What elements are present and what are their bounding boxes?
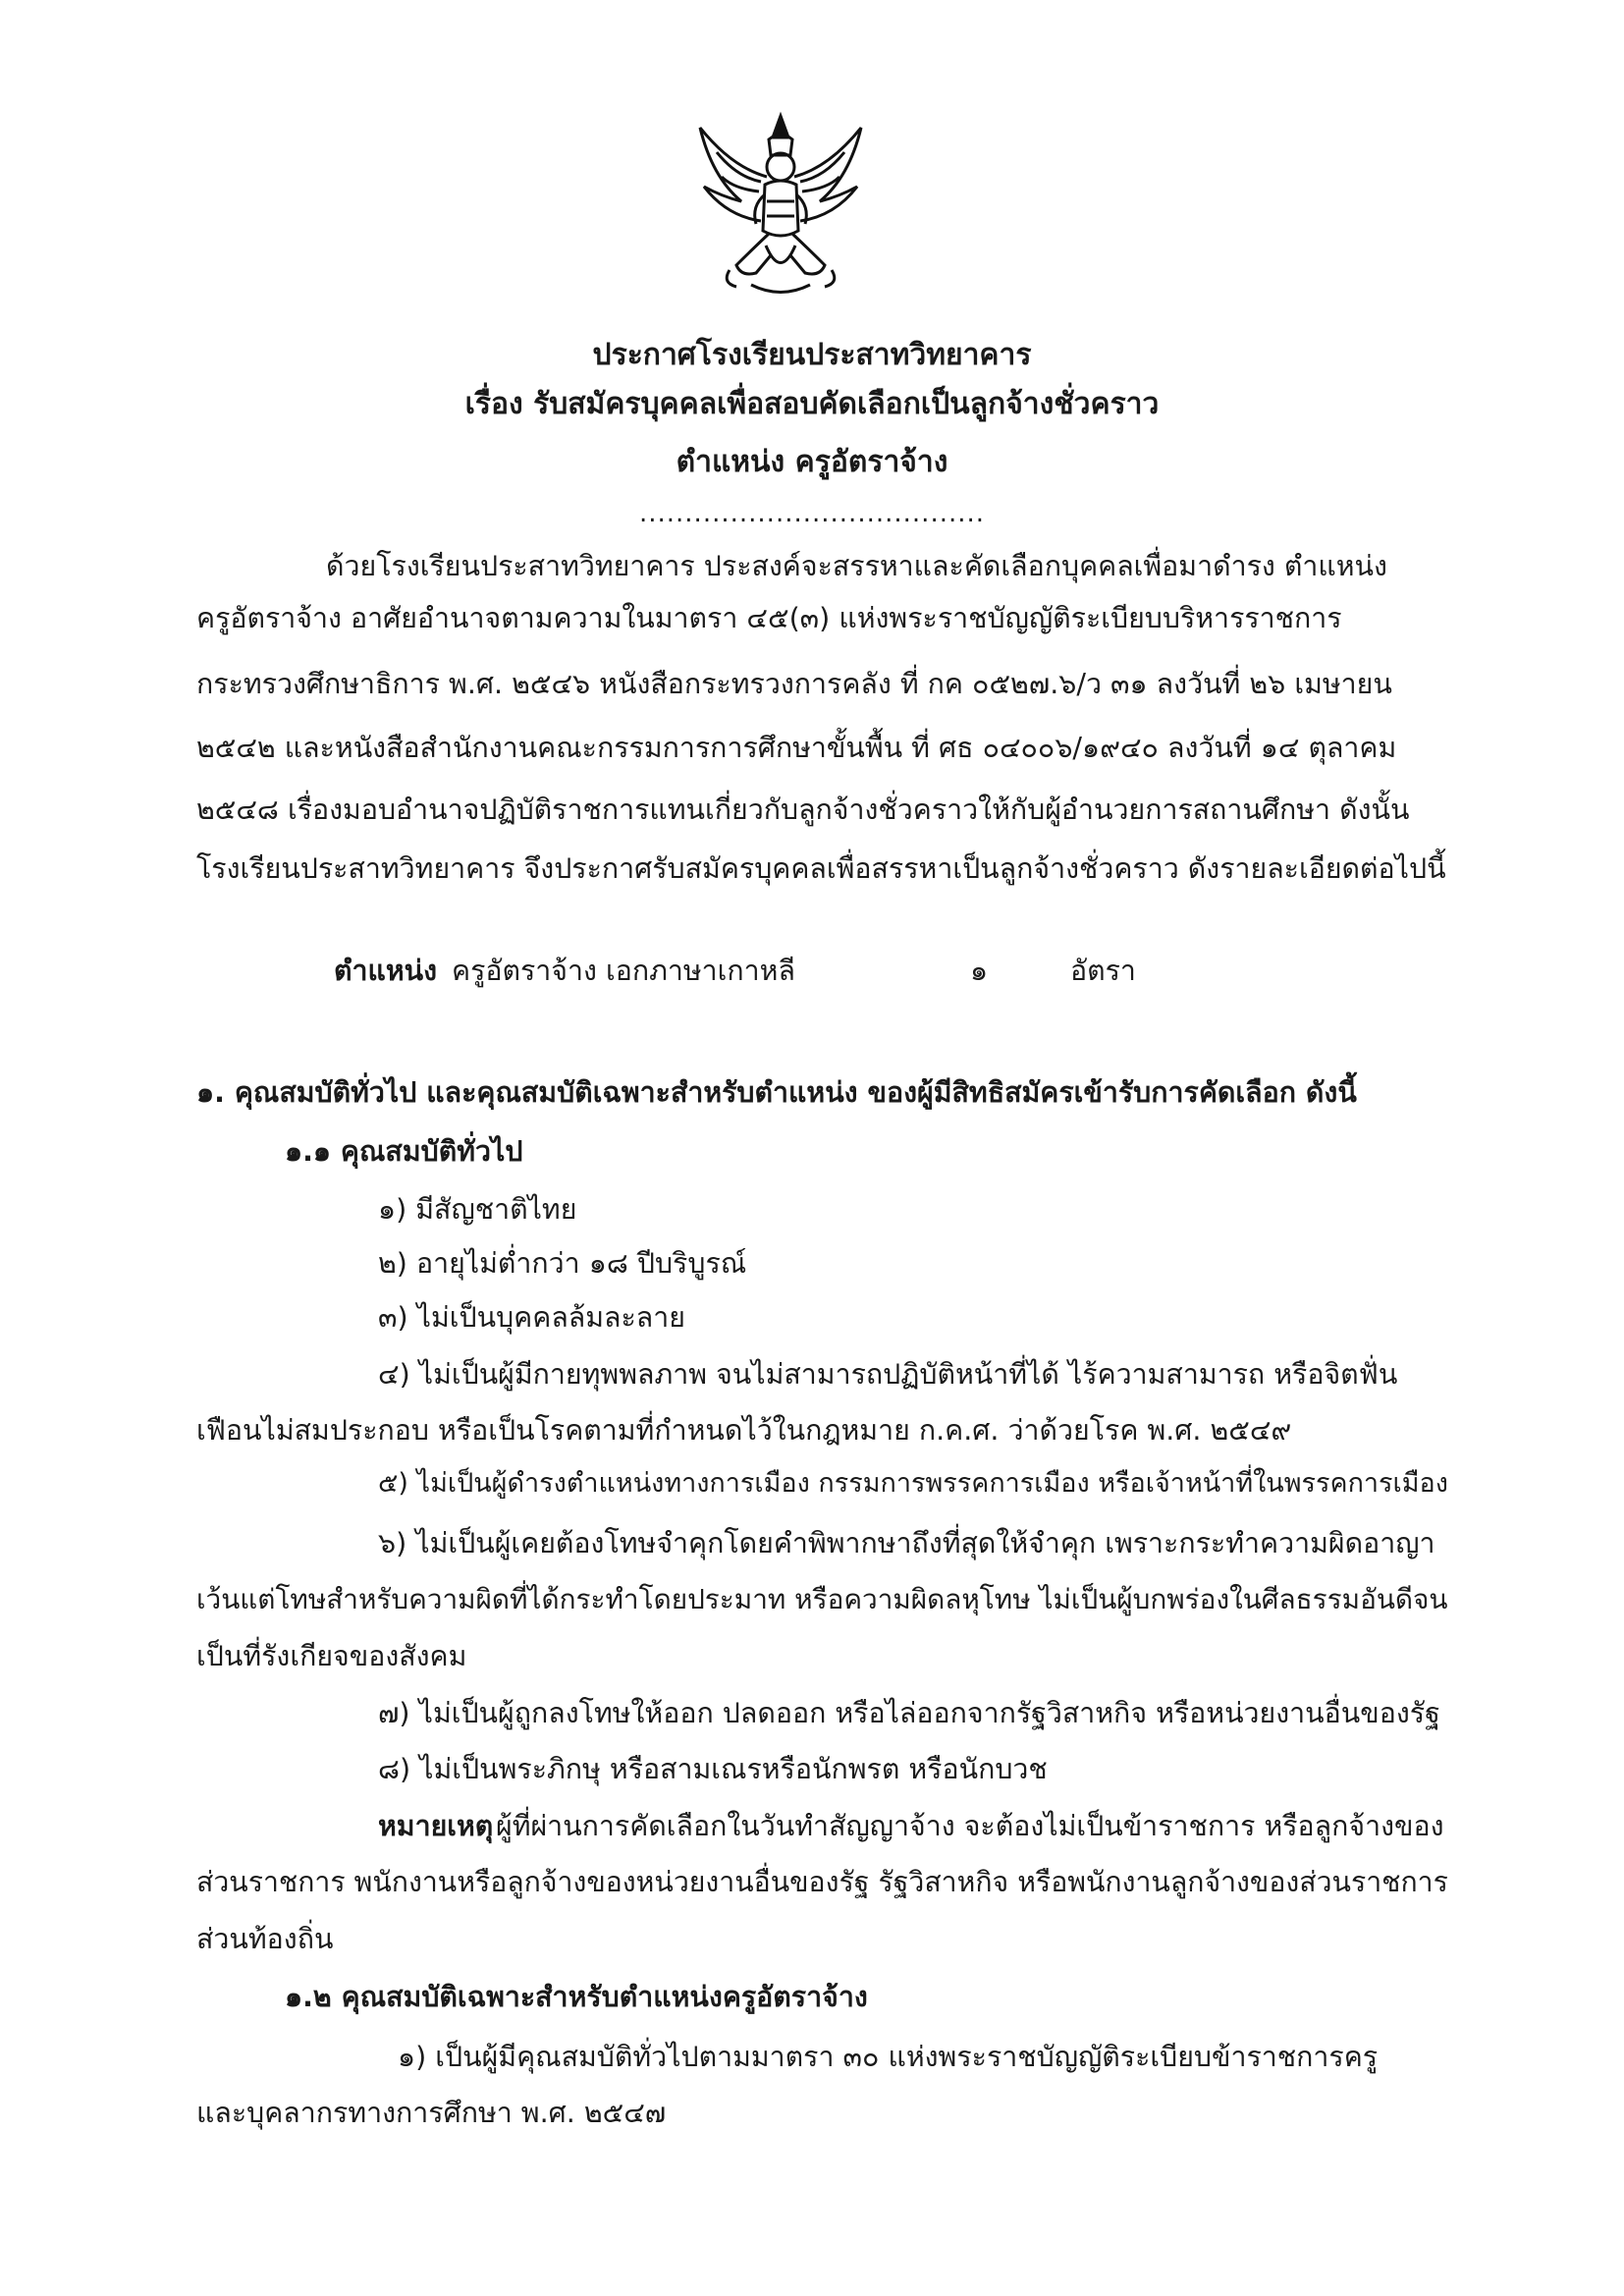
garuda-emblem-icon xyxy=(682,108,879,304)
position-count: ๑ xyxy=(970,955,989,987)
qualification-item-5: ๕) ไม่เป็นผู้ดำรงตำแหน่งทางการเมือง กรรมการพรรคการเมือง หรือเจ้าหน้าที่ในพรรคการเมือง xyxy=(378,1468,1448,1499)
qualification-item-6-cont: เว้นแต่โทษสำหรับความผิดที่ได้กระทำโดยประมาท หรือความผิดลหุโทษ ไม่เป็นผู้บกพร่องในศีลธรรมอันดีจน xyxy=(196,1583,1448,1615)
note-label: หมายเหตุ xyxy=(378,1810,494,1842)
intro-line-3: กระทรวงศึกษาธิการ พ.ศ. ๒๕๔๖ หนังสือกระทรวงการคลัง ที่ กค ๐๕๒๗.๖/ว ๓๑ ลงวันที่ ๒๖ เมษายน xyxy=(196,668,1392,700)
intro-line-5: ๒๕๔๘ เรื่องมอบอำนาจปฏิบัติราชการแทนเกี่ยวกับลูกจ้างชั่วคราวให้กับผู้อำนวยการสถานศึกษา ดังนั้น xyxy=(196,793,1410,826)
qualification-item-1: ๑) มีสัญชาติไทย xyxy=(378,1193,577,1226)
title-separator: ...................................... xyxy=(638,499,986,528)
section-1-1-heading: ๑.๑ คุณสมบัติทั่วไป xyxy=(285,1135,523,1168)
position-label: ตำแหน่ง xyxy=(334,955,438,987)
position-name: ครูอัตราจ้าง เอกภาษาเกาหลี xyxy=(452,955,795,987)
intro-line-6: โรงเรียนประสาทวิทยาคาร จึงประกาศรับสมัครบุคคลเพื่อสรรหาเป็นลูกจ้างชั่วคราว ดังรายละเอียดต่อไปนี้ xyxy=(196,852,1446,885)
intro-line-1: ด้วยโรงเรียนประสาทวิทยาคาร ประสงค์จะสรรหาและคัดเลือกบุคคลเพื่อมาดำรง ตำแหน่ง xyxy=(326,550,1387,582)
qualification-item-6-cont-2: เป็นที่รังเกียจของสังคม xyxy=(196,1640,467,1672)
qualification-item-6: ๖) ไม่เป็นผู้เคยต้องโทษจำคุกโดยคำพิพากษาถึงที่สุดให้จำคุก เพราะกระทำความผิดอาญา xyxy=(378,1527,1435,1559)
specific-item-1-cont: และบุคลากรทางการศึกษา พ.ศ. ๒๕๔๗ xyxy=(196,2097,667,2129)
title-line-1: ประกาศโรงเรียนประสาทวิทยาคาร xyxy=(592,338,1032,372)
qualification-item-8: ๘) ไม่เป็นพระภิกษุ หรือสามเณรหรือนักพรต หรือนักบวช xyxy=(378,1753,1048,1785)
specific-item-1: ๑) เป็นผู้มีคุณสมบัติทั่วไปตามมาตรา ๓๐ แห่งพระราชบัญญัติระเบียบข้าราชการครู xyxy=(398,2041,1379,2073)
intro-line-4: ๒๕๔๒ และหนังสือสำนักงานคณะกรรมการการศึกษาขั้นพื้น ที่ ศธ ๐๔๐๐๖/๑๙๔๐ ลงวันที่ ๑๔ ตุลาคม xyxy=(196,732,1397,764)
section-1-2-heading: ๑.๒ คุณสมบัติเฉพาะสำหรับตำแหน่งครูอัตราจ้าง xyxy=(285,1981,868,2013)
qualification-item-3: ๓) ไม่เป็นบุคคลล้มละลาย xyxy=(378,1301,685,1334)
intro-line-2: ครูอัตราจ้าง อาศัยอำนาจตามความในมาตรา ๔๕(๓) แห่งพระราชบัญญัติระเบียบบริหารราชการ xyxy=(196,602,1342,634)
qualification-item-7: ๗) ไม่เป็นผู้ถูกลงโทษให้ออก ปลดออก หรือไล่ออกจากรัฐวิสาหกิจ หรือหน่วยงานอื่นของรัฐ xyxy=(378,1697,1440,1729)
title-line-3: ตำแหน่ง ครูอัตราจ้าง xyxy=(676,445,948,479)
qualification-item-4: ๔) ไม่เป็นผู้มีกายทุพพลภาพ จนไม่สามารถปฏิบัติหน้าที่ได้ ไร้ความสามารถ หรือจิตฟั่น xyxy=(378,1358,1398,1391)
qualification-item-2: ๒) อายุไม่ต่ำกว่า ๑๘ ปีบริบูรณ์ xyxy=(378,1247,747,1280)
note-text-1: ผู้ที่ผ่านการคัดเลือกในวันทำสัญญาจ้าง จะต้องไม่เป็นข้าราชการ หรือลูกจ้างของ xyxy=(496,1810,1444,1842)
note-text-2: ส่วนราชการ พนักงานหรือลูกจ้างของหน่วยงานอื่นของรัฐ รัฐวิสาหกิจ หรือพนักงานลูกจ้างของส่วนราชการ xyxy=(196,1866,1448,1898)
qualification-item-4-cont: เฟือนไม่สมประกอบ หรือเป็นโรคตามที่กำหนดไว้ในกฎหมาย ก.ค.ศ. ว่าด้วยโรค พ.ศ. ๒๕๔๙ xyxy=(196,1414,1292,1447)
section-1-heading: ๑. คุณสมบัติทั่วไป และคุณสมบัติเฉพาะสำหรับตำแหน่ง ของผู้มีสิทธิสมัครเข้ารับการคัดเลือก ดังนี้ xyxy=(196,1076,1357,1109)
position-unit: อัตรา xyxy=(1070,955,1136,987)
note-text-3: ส่วนท้องถิ่น xyxy=(196,1923,334,1955)
title-line-2: เรื่อง รับสมัครบุคคลเพื่อสอบคัดเลือกเป็นลูกจ้างชั่วคราว xyxy=(464,387,1160,421)
